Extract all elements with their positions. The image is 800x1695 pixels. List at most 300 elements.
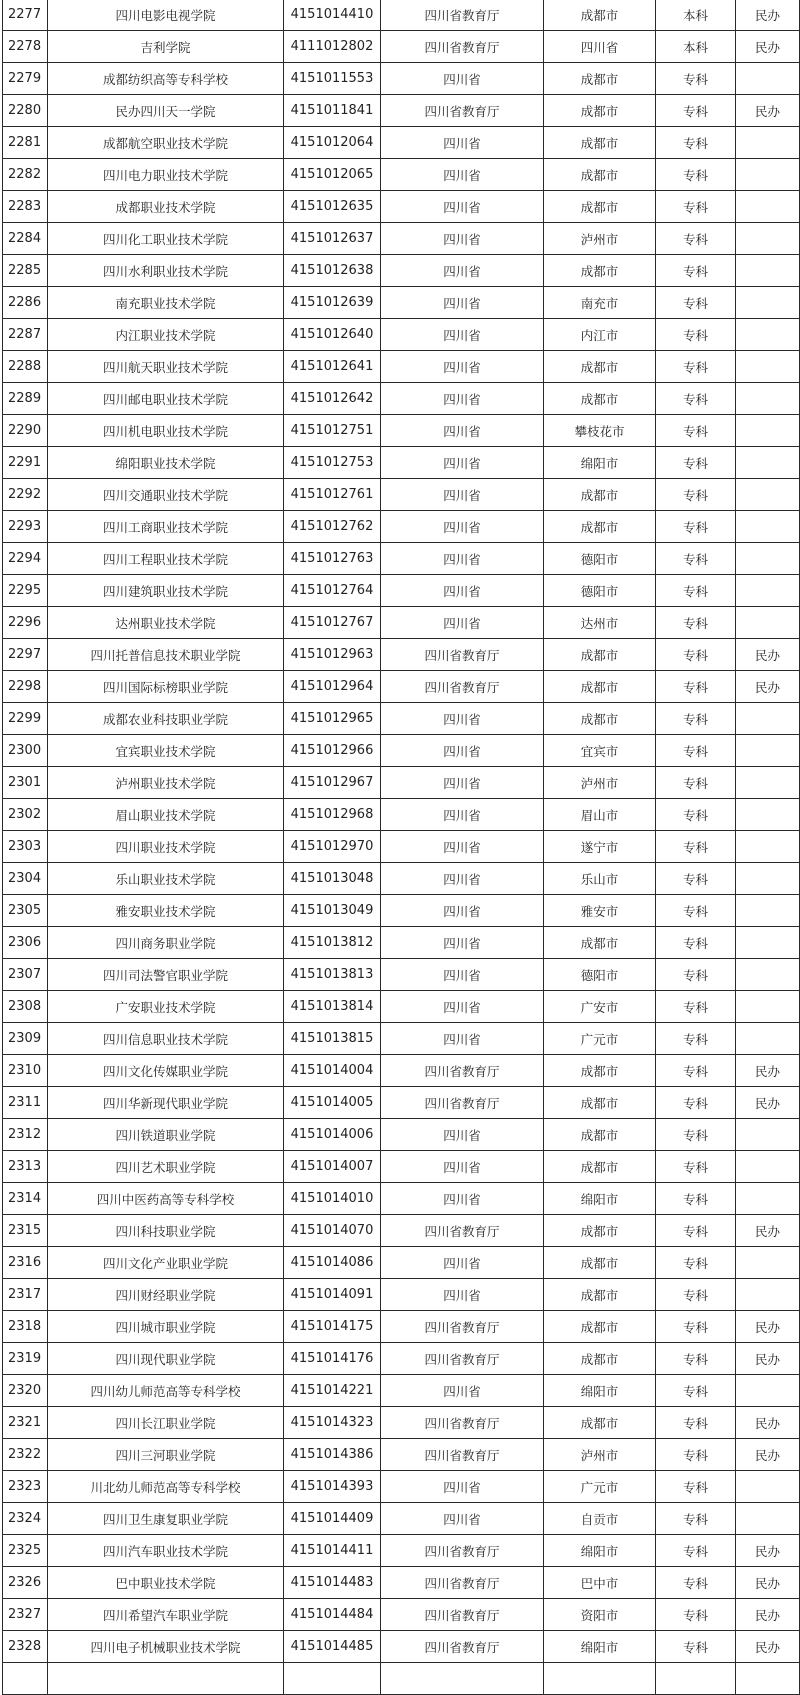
table-row (3, 223, 800, 255)
location-cell: 雅安市 (544, 895, 656, 927)
row-index-cell: 2288 (3, 351, 48, 383)
school-code-cell: 4151012964 (284, 671, 381, 703)
row-index-cell: 2293 (3, 511, 48, 543)
location-cell: 成都市 (544, 159, 656, 191)
location-cell: 成都市 (544, 255, 656, 287)
location-cell: 攀枝花市 (544, 415, 656, 447)
table-row (3, 1567, 800, 1599)
level-cell: 专科 (656, 1503, 736, 1535)
table-row (3, 1407, 800, 1439)
level-cell: 专科 (656, 95, 736, 127)
authority-cell: 四川省 (381, 831, 544, 863)
note-cell: 民办 (736, 639, 800, 671)
school-code-cell: 4151012640 (284, 319, 381, 351)
authority-cell: 四川省 (381, 63, 544, 95)
school-name-cell: 成都职业技术学院 (48, 191, 284, 223)
location-cell: 成都市 (544, 1215, 656, 1247)
level-cell: 专科 (656, 1311, 736, 1343)
level-cell: 专科 (656, 1151, 736, 1183)
level-cell: 专科 (656, 1087, 736, 1119)
location-cell: 四川省 (544, 31, 656, 63)
note-cell (736, 1023, 800, 1055)
school-name-cell: 四川机电职业技术学院 (48, 415, 284, 447)
school-code-cell: 4151012761 (284, 479, 381, 511)
row-index-cell: 2318 (3, 1311, 48, 1343)
row-index-cell: 2297 (3, 639, 48, 671)
school-name-cell: 四川托普信息技术职业学院 (48, 639, 284, 671)
location-cell: 成都市 (544, 1087, 656, 1119)
location-cell: 绵阳市 (544, 447, 656, 479)
table-row (3, 1503, 800, 1535)
location-cell: 成都市 (544, 511, 656, 543)
school-code-cell: 4151014483 (284, 1567, 381, 1599)
level-cell: 专科 (656, 703, 736, 735)
level-cell: 专科 (656, 991, 736, 1023)
table-row (3, 447, 800, 479)
school-name-cell: 民办四川天一学院 (48, 95, 284, 127)
school-code-cell: 4151012065 (284, 159, 381, 191)
location-cell: 资阳市 (544, 1599, 656, 1631)
row-index-cell: 2327 (3, 1599, 48, 1631)
university-list-table (2, 0, 800, 1695)
school-name-cell: 四川三河职业学院 (48, 1439, 284, 1471)
authority-cell: 四川省教育厅 (381, 1055, 544, 1087)
school-code-cell: 4151014006 (284, 1119, 381, 1151)
level-cell: 专科 (656, 1183, 736, 1215)
level-cell: 专科 (656, 607, 736, 639)
authority-cell: 四川省 (381, 1375, 544, 1407)
school-name-cell: 四川交通职业技术学院 (48, 479, 284, 511)
table-row (3, 1247, 800, 1279)
authority-cell: 四川省教育厅 (381, 1087, 544, 1119)
authority-cell: 四川省 (381, 191, 544, 223)
row-index-cell: 2292 (3, 479, 48, 511)
level-cell: 专科 (656, 287, 736, 319)
table-row (3, 1279, 800, 1311)
note-cell (736, 415, 800, 447)
location-cell: 成都市 (544, 671, 656, 703)
row-index-cell: 2320 (3, 1375, 48, 1407)
level-cell: 专科 (656, 1599, 736, 1631)
level-cell: 专科 (656, 1375, 736, 1407)
authority-cell: 四川省 (381, 1023, 544, 1055)
row-index-cell: 2310 (3, 1055, 48, 1087)
note-cell (736, 1471, 800, 1503)
note-cell (736, 543, 800, 575)
school-code-cell: 4151012641 (284, 351, 381, 383)
level-cell: 专科 (656, 927, 736, 959)
table-row (3, 703, 800, 735)
row-index-cell: 2306 (3, 927, 48, 959)
level-cell: 专科 (656, 735, 736, 767)
school-code-cell: 4151012965 (284, 703, 381, 735)
row-index-cell: 2277 (3, 0, 48, 31)
school-code-cell: 4151014411 (284, 1535, 381, 1567)
school-name-cell: 泸州职业技术学院 (48, 767, 284, 799)
authority-cell: 四川省 (381, 991, 544, 1023)
school-name-cell: 吉利学院 (48, 31, 284, 63)
level-cell: 本科 (656, 31, 736, 63)
table-row (3, 543, 800, 575)
school-code-cell: 4151014393 (284, 1471, 381, 1503)
school-code-cell: 4151013048 (284, 863, 381, 895)
location-cell (544, 1663, 656, 1695)
table-row (3, 1375, 800, 1407)
location-cell: 巴中市 (544, 1567, 656, 1599)
table-row (3, 1343, 800, 1375)
authority-cell: 四川省教育厅 (381, 31, 544, 63)
school-code-cell: 4151014410 (284, 0, 381, 31)
location-cell: 成都市 (544, 1119, 656, 1151)
note-cell (736, 575, 800, 607)
table-row (3, 1311, 800, 1343)
row-index-cell: 2326 (3, 1567, 48, 1599)
school-code-cell: 4151014007 (284, 1151, 381, 1183)
level-cell: 专科 (656, 1279, 736, 1311)
note-cell (736, 703, 800, 735)
authority-cell: 四川省教育厅 (381, 1535, 544, 1567)
school-code-cell: 4151013812 (284, 927, 381, 959)
level-cell: 专科 (656, 1247, 736, 1279)
school-name-cell: 四川财经职业学院 (48, 1279, 284, 1311)
note-cell (736, 511, 800, 543)
table-row (3, 863, 800, 895)
row-index-cell: 2298 (3, 671, 48, 703)
school-name-cell: 四川现代职业学院 (48, 1343, 284, 1375)
school-code-cell: 4151012967 (284, 767, 381, 799)
authority-cell: 四川省 (381, 1471, 544, 1503)
school-name-cell: 内江职业技术学院 (48, 319, 284, 351)
note-cell (736, 959, 800, 991)
table-row (3, 479, 800, 511)
note-cell (736, 863, 800, 895)
authority-cell: 四川省 (381, 863, 544, 895)
level-cell (656, 1663, 736, 1695)
location-cell: 绵阳市 (544, 1183, 656, 1215)
row-index-cell: 2279 (3, 63, 48, 95)
authority-cell: 四川省 (381, 1247, 544, 1279)
level-cell: 专科 (656, 767, 736, 799)
note-cell (736, 799, 800, 831)
row-index-cell: 2287 (3, 319, 48, 351)
authority-cell: 四川省 (381, 127, 544, 159)
note-cell: 民办 (736, 1407, 800, 1439)
row-index-cell: 2300 (3, 735, 48, 767)
table-row (3, 1087, 800, 1119)
school-code-cell: 4151012064 (284, 127, 381, 159)
level-cell: 专科 (656, 1439, 736, 1471)
school-name-cell: 四川国际标榜职业学院 (48, 671, 284, 703)
authority-cell: 四川省 (381, 383, 544, 415)
table-row (3, 895, 800, 927)
school-code-cell: 4151014086 (284, 1247, 381, 1279)
school-code-cell: 4151013813 (284, 959, 381, 991)
school-code-cell: 4151012638 (284, 255, 381, 287)
level-cell: 本科 (656, 0, 736, 31)
school-name-cell: 四川艺术职业学院 (48, 1151, 284, 1183)
authority-cell: 四川省 (381, 543, 544, 575)
table-row (3, 1599, 800, 1631)
location-cell: 成都市 (544, 63, 656, 95)
note-cell: 民办 (736, 31, 800, 63)
school-code-cell: 4151012764 (284, 575, 381, 607)
row-index-cell: 2305 (3, 895, 48, 927)
row-index-cell: 2294 (3, 543, 48, 575)
authority-cell: 四川省 (381, 959, 544, 991)
authority-cell: 四川省 (381, 447, 544, 479)
school-code-cell: 4151013814 (284, 991, 381, 1023)
school-code-cell: 4151014005 (284, 1087, 381, 1119)
table-row (3, 1535, 800, 1567)
school-name-cell: 四川希望汽车职业学院 (48, 1599, 284, 1631)
authority-cell: 四川省 (381, 511, 544, 543)
row-index-cell: 2295 (3, 575, 48, 607)
school-code-cell: 4151013815 (284, 1023, 381, 1055)
school-code-cell: 4151012635 (284, 191, 381, 223)
row-index-cell: 2296 (3, 607, 48, 639)
school-code-cell (284, 1663, 381, 1695)
table-row (3, 671, 800, 703)
school-name-cell: 四川电影电视学院 (48, 0, 284, 31)
level-cell: 专科 (656, 383, 736, 415)
note-cell (736, 1183, 800, 1215)
location-cell: 遂宁市 (544, 831, 656, 863)
table-body (3, 0, 800, 1695)
authority-cell: 四川省 (381, 575, 544, 607)
school-code-cell: 4151012767 (284, 607, 381, 639)
authority-cell: 四川省教育厅 (381, 1311, 544, 1343)
location-cell: 成都市 (544, 95, 656, 127)
authority-cell: 四川省教育厅 (381, 1599, 544, 1631)
note-cell: 民办 (736, 1215, 800, 1247)
school-name-cell: 南充职业技术学院 (48, 287, 284, 319)
row-index-cell: 2325 (3, 1535, 48, 1567)
note-cell (736, 895, 800, 927)
table-row (3, 1055, 800, 1087)
table-row (3, 1023, 800, 1055)
school-name-cell: 绵阳职业技术学院 (48, 447, 284, 479)
location-cell: 成都市 (544, 1407, 656, 1439)
school-name-cell: 四川电力职业技术学院 (48, 159, 284, 191)
table-row (3, 319, 800, 351)
location-cell: 成都市 (544, 1279, 656, 1311)
location-cell: 广元市 (544, 1023, 656, 1055)
note-cell: 民办 (736, 1535, 800, 1567)
school-name-cell: 四川卫生康复职业学院 (48, 1503, 284, 1535)
note-cell: 民办 (736, 1631, 800, 1663)
school-name-cell: 巴中职业技术学院 (48, 1567, 284, 1599)
authority-cell: 四川省 (381, 1279, 544, 1311)
authority-cell: 四川省 (381, 351, 544, 383)
row-index-cell: 2312 (3, 1119, 48, 1151)
row-index-cell: 2282 (3, 159, 48, 191)
location-cell: 南充市 (544, 287, 656, 319)
level-cell: 专科 (656, 1343, 736, 1375)
school-code-cell: 4151013049 (284, 895, 381, 927)
row-index-cell: 2299 (3, 703, 48, 735)
row-index-cell: 2303 (3, 831, 48, 863)
row-index-cell: 2291 (3, 447, 48, 479)
note-cell (736, 223, 800, 255)
table-row (3, 831, 800, 863)
school-name-cell: 四川信息职业技术学院 (48, 1023, 284, 1055)
location-cell: 成都市 (544, 1055, 656, 1087)
table-row (3, 95, 800, 127)
note-cell (736, 1663, 800, 1695)
location-cell: 眉山市 (544, 799, 656, 831)
authority-cell: 四川省 (381, 927, 544, 959)
note-cell (736, 767, 800, 799)
school-code-cell: 4151011553 (284, 63, 381, 95)
location-cell: 成都市 (544, 127, 656, 159)
row-index-cell: 2283 (3, 191, 48, 223)
table-row (3, 639, 800, 671)
school-code-cell: 4111012802 (284, 31, 381, 63)
authority-cell: 四川省 (381, 895, 544, 927)
table-row (3, 1663, 800, 1695)
authority-cell: 四川省教育厅 (381, 1567, 544, 1599)
school-name-cell: 四川邮电职业技术学院 (48, 383, 284, 415)
table-row (3, 191, 800, 223)
table-row (3, 159, 800, 191)
table-row (3, 607, 800, 639)
level-cell: 专科 (656, 543, 736, 575)
level-cell: 专科 (656, 159, 736, 191)
location-cell: 成都市 (544, 1151, 656, 1183)
note-cell (736, 831, 800, 863)
note-cell (736, 1375, 800, 1407)
school-name-cell: 四川职业技术学院 (48, 831, 284, 863)
row-index-cell: 2304 (3, 863, 48, 895)
note-cell (736, 447, 800, 479)
location-cell: 自贡市 (544, 1503, 656, 1535)
row-index-cell: 2317 (3, 1279, 48, 1311)
school-name-cell: 四川工商职业技术学院 (48, 511, 284, 543)
location-cell: 内江市 (544, 319, 656, 351)
location-cell: 成都市 (544, 0, 656, 31)
note-cell: 民办 (736, 1599, 800, 1631)
location-cell: 广安市 (544, 991, 656, 1023)
authority-cell: 四川省 (381, 1151, 544, 1183)
table-row (3, 767, 800, 799)
authority-cell: 四川省 (381, 735, 544, 767)
school-name-cell: 宜宾职业技术学院 (48, 735, 284, 767)
location-cell: 成都市 (544, 351, 656, 383)
location-cell: 德阳市 (544, 543, 656, 575)
school-code-cell: 4151014386 (284, 1439, 381, 1471)
table-row (3, 351, 800, 383)
school-name-cell: 眉山职业技术学院 (48, 799, 284, 831)
location-cell: 泸州市 (544, 767, 656, 799)
row-index-cell: 2285 (3, 255, 48, 287)
authority-cell: 四川省 (381, 767, 544, 799)
school-code-cell: 4151012970 (284, 831, 381, 863)
school-code-cell: 4151014091 (284, 1279, 381, 1311)
location-cell: 泸州市 (544, 223, 656, 255)
table-row (3, 1183, 800, 1215)
row-index-cell: 2311 (3, 1087, 48, 1119)
table-row (3, 1215, 800, 1247)
level-cell: 专科 (656, 1471, 736, 1503)
location-cell: 乐山市 (544, 863, 656, 895)
note-cell (736, 1247, 800, 1279)
school-name-cell: 四川司法警官职业学院 (48, 959, 284, 991)
note-cell: 民办 (736, 95, 800, 127)
table-row (3, 1439, 800, 1471)
table-row (3, 287, 800, 319)
row-index-cell: 2289 (3, 383, 48, 415)
level-cell: 专科 (656, 1023, 736, 1055)
school-code-cell: 4151012966 (284, 735, 381, 767)
row-index-cell: 2290 (3, 415, 48, 447)
table-row (3, 575, 800, 607)
level-cell: 专科 (656, 1215, 736, 1247)
table-row (3, 1471, 800, 1503)
row-index-cell: 2286 (3, 287, 48, 319)
row-index-cell: 2314 (3, 1183, 48, 1215)
note-cell: 民办 (736, 0, 800, 31)
location-cell: 成都市 (544, 479, 656, 511)
row-index-cell: 2328 (3, 1631, 48, 1663)
level-cell: 专科 (656, 511, 736, 543)
note-cell: 民办 (736, 1567, 800, 1599)
note-cell: 民办 (736, 1343, 800, 1375)
authority-cell: 四川省教育厅 (381, 1631, 544, 1663)
level-cell: 专科 (656, 1055, 736, 1087)
location-cell: 绵阳市 (544, 1631, 656, 1663)
authority-cell: 四川省 (381, 1183, 544, 1215)
location-cell: 宜宾市 (544, 735, 656, 767)
school-name-cell: 雅安职业技术学院 (48, 895, 284, 927)
row-index-cell: 2313 (3, 1151, 48, 1183)
location-cell: 成都市 (544, 927, 656, 959)
note-cell: 民办 (736, 1439, 800, 1471)
school-name-cell: 川北幼儿师范高等专科学校 (48, 1471, 284, 1503)
note-cell (736, 63, 800, 95)
table-row (3, 991, 800, 1023)
school-code-cell: 4151012642 (284, 383, 381, 415)
authority-cell: 四川省教育厅 (381, 1439, 544, 1471)
note-cell: 民办 (736, 1055, 800, 1087)
level-cell: 专科 (656, 959, 736, 991)
table-row (3, 735, 800, 767)
level-cell: 专科 (656, 1631, 736, 1663)
row-index-cell: 2309 (3, 1023, 48, 1055)
level-cell: 专科 (656, 575, 736, 607)
authority-cell: 四川省 (381, 415, 544, 447)
authority-cell: 四川省 (381, 799, 544, 831)
row-index-cell: 2281 (3, 127, 48, 159)
location-cell: 成都市 (544, 639, 656, 671)
note-cell: 民办 (736, 671, 800, 703)
level-cell: 专科 (656, 351, 736, 383)
location-cell: 成都市 (544, 383, 656, 415)
table-row (3, 0, 800, 31)
school-code-cell: 4151012753 (284, 447, 381, 479)
table-row (3, 63, 800, 95)
row-index-cell (3, 1663, 48, 1695)
level-cell: 专科 (656, 63, 736, 95)
authority-cell: 四川省 (381, 1119, 544, 1151)
school-name-cell: 成都农业科技职业学院 (48, 703, 284, 735)
row-index-cell: 2319 (3, 1343, 48, 1375)
row-index-cell: 2302 (3, 799, 48, 831)
level-cell: 专科 (656, 831, 736, 863)
school-code-cell: 4151014484 (284, 1599, 381, 1631)
authority-cell: 四川省教育厅 (381, 1407, 544, 1439)
school-name-cell (48, 1663, 284, 1695)
note-cell (736, 191, 800, 223)
